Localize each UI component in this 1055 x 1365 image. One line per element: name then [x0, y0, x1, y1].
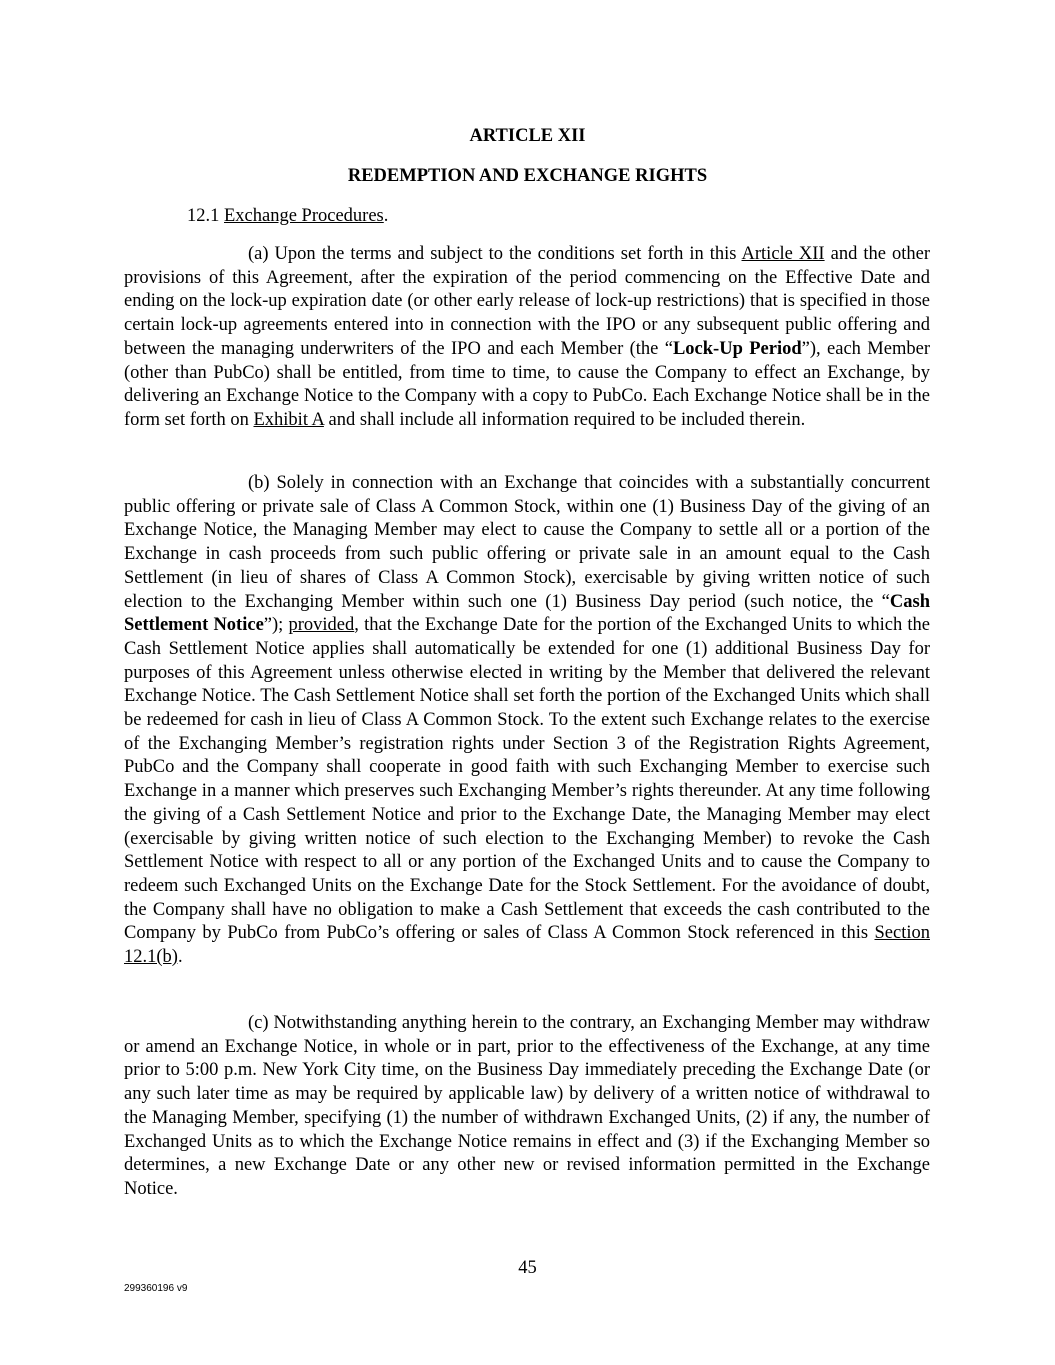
section-number: 12.1	[187, 206, 220, 226]
provided-term: provided	[288, 615, 355, 636]
paragraph-a	[124, 243, 930, 433]
paragraph-b-text-1: (b) Solely in connection with an Exchange that coincides with a substantially concurrent public offering or private sale of Class A Common Stock, within one (1) Business Day of the giving of an Exchange Notice, the Managing Member may elect to cause the Company to settle all or a portion of the Exchange in cash proceeds from such public offering or private sale in an amount equal to the Cash Settlement (in lieu of shares of Class A Common Stock), exercisable by giving written notice of such election to the Exchanging Member within such one (1) Business Day period (such notice, the “	[124, 473, 930, 612]
article-heading: ARTICLE XII	[469, 126, 586, 146]
section-period: .	[383, 206, 389, 226]
document-id: 299360196 v9	[124, 1283, 188, 1294]
paragraph-a-text-3: ”), each Member (other than PubCo) shall be entitled, from time to time, to cause the Company to effect an Exchange, by delivering an Exchange Notice to the Company with a copy to PubCo. Each Exchange Notice shall be in the form set forth on	[124, 338, 930, 430]
paragraph-c-text: (c) Notwithstanding anything herein to the contrary, an Exchanging Member may withdraw or amend an Exchange Notice, in whole or in part, prior to the effectiveness of the Exchange, at any time prior to 5:00 p.m. New York City time, on the Business Day immediately preceding the Exchange Date (or any such later time as may be required by applicable law) by delivery of a written notice of withdrawal to the Managing Member, specifying (1) the number of withdrawn Exchanged Units, (2) if any, the number of Exchanged Units as to which the Exchange Notice remains in effect and (3) if the Exchanging Member so determines, a new Exchange Date or any other new or revised information permitted in the Exchange Notice.	[124, 1013, 930, 1199]
paragraph-b-text-3: , that the Exchange Date for the portion of the Exchanged Units to which the Cash Settlement Notice applies shall automatically be extended for one (1) additional Business Day for purposes of this Agreement unless otherwise elected in writing by the Member that delivered the relevant Exchange Notice. The Cash Settlement Notice shall set forth the portion of the Exchanged Units which shall be redeemed for cash in lieu of Class A Common Stock. To the extent such Exchange relates to the exercise of the Exchanging Member’s registration rights under Section 3 of the Registration Rights Agreement, PubCo and the Company shall cooperate in good faith with such Exchanging Member to exercise such Exchange in a manner which preserves such Exchanging Member’s rights thereunder. At any time following the giving of a Cash Settlement Notice and prior to the Exchange Date, the Managing Member may elect (exercisable by giving written notice of such election to the Exchanging Member) to revoke the Cash Settlement Notice with respect to all or any portion of the Exchanged Units and to cause the Company to redeem such Exchanged Units on the Exchange Date for the Stock Settlement. For the avoidance of doubt, the Company shall have no obligation to make a Cash Settlement that exceeds the cash contributed to the Company by PubCo from PubCo’s offering or sales of Class A Common Stock referenced in this	[124, 615, 930, 944]
section-title: Exchange Procedures	[224, 206, 384, 226]
page-number: 45	[518, 1258, 537, 1278]
paragraph-a-text-4: and shall include all information required to be included therein.	[323, 409, 806, 430]
paragraph-b-text-4: .	[177, 947, 183, 968]
paragraph-a-text-1: (a) Upon the terms and subject to the conditions set forth in this	[248, 244, 742, 264]
cash-settlement-notice-term: Cash Settlement Notice	[124, 591, 930, 636]
section-heading	[187, 204, 388, 228]
paragraph-a-text-2: and the other provisions of this Agreement, after the expiration of the period commencing on the Effective Date and ending on the lock-up expiration date (or other early release of lock-up restrictions) that is specified in those certain lock-up agreements entered into in connection with the IPO or any subsequent public offering and between the managing underwriters of the IPO and each Member (the “	[124, 244, 931, 359]
article-xii-reference: Article XII	[741, 244, 825, 264]
paragraph-b	[124, 472, 930, 970]
paragraph-b-text-2: ”);	[263, 615, 289, 636]
exhibit-a-reference: Exhibit A	[253, 409, 324, 430]
article-title: REDEMPTION AND EXCHANGE RIGHTS	[347, 166, 708, 186]
lock-up-period-term: Lock-Up Period	[672, 338, 802, 359]
paragraph-c	[124, 1012, 930, 1202]
section-12-1-b-reference: Section 12.1(b)	[124, 923, 930, 968]
